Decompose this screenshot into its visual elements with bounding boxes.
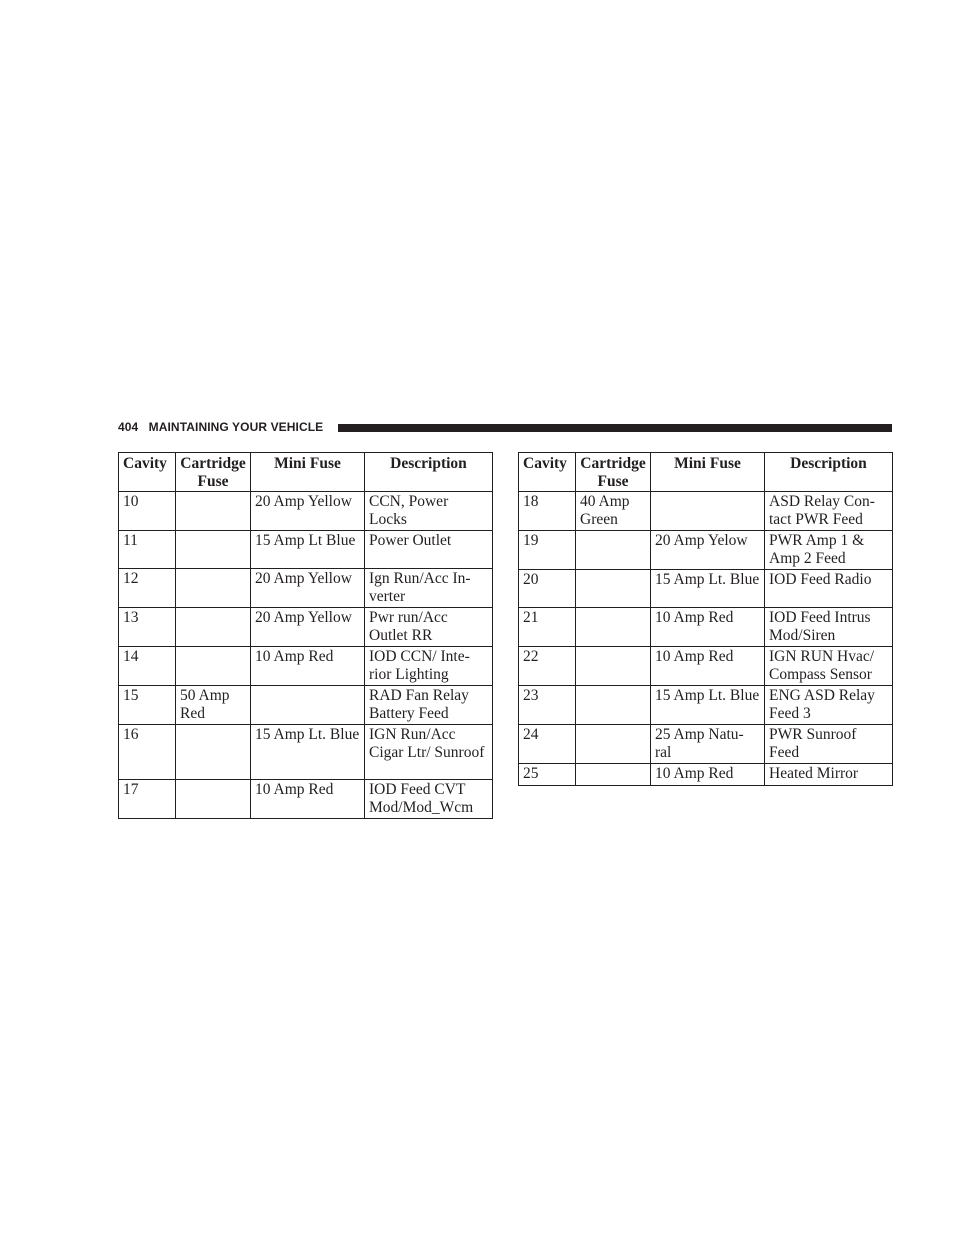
description-cell: Heated Mirror — [765, 764, 893, 786]
table-row — [119, 725, 493, 780]
cavity-cell: 23 — [519, 686, 576, 725]
cartridge-cell: 50 Amp Red — [176, 686, 251, 725]
cavity-cell: 22 — [519, 647, 576, 686]
table-row — [519, 686, 893, 725]
mini-fuse-cell: 15 Amp Lt. Blue — [651, 686, 765, 725]
page-header — [118, 419, 892, 437]
cavity-cell: 17 — [119, 780, 176, 819]
table-row — [119, 686, 493, 725]
cavity-cell: 19 — [519, 531, 576, 570]
mini-fuse-cell: 10 Amp Red — [251, 780, 365, 819]
mini-fuse-cell — [251, 686, 365, 725]
cartridge-cell — [176, 647, 251, 686]
table-row — [119, 531, 493, 569]
table-row — [519, 608, 893, 647]
mini-fuse-cell: 15 Amp Lt. Blue — [651, 570, 765, 608]
table-row — [519, 647, 893, 686]
cavity-cell: 12 — [119, 569, 176, 608]
mini-fuse-cell — [651, 492, 765, 531]
description-cell: Pwr run/Acc Outlet RR — [365, 608, 493, 647]
column-header-cavity: Cavity — [519, 453, 576, 492]
mini-fuse-cell: 10 Amp Red — [651, 647, 765, 686]
section-title: MAINTAINING YOUR VEHICLE — [148, 420, 324, 434]
table-row — [519, 531, 893, 570]
mini-fuse-cell: 20 Amp Yellow — [251, 492, 365, 531]
cavity-cell: 25 — [519, 764, 576, 786]
mini-fuse-cell: 15 Amp Lt. Blue — [251, 725, 365, 780]
table-row — [119, 647, 493, 686]
description-cell: ASD Relay Con-tact PWR Feed — [765, 492, 893, 531]
header-rule-bar — [338, 424, 892, 432]
description-cell: PWR Sunroof Feed — [765, 725, 893, 764]
table-header-row — [119, 453, 493, 492]
fuse-table-left — [118, 452, 493, 819]
table-row — [119, 608, 493, 647]
mini-fuse-cell: 10 Amp Red — [651, 608, 765, 647]
cartridge-cell — [176, 725, 251, 780]
cavity-cell: 18 — [519, 492, 576, 531]
column-header-mini-fuse: Mini Fuse — [651, 453, 765, 492]
page-number: 404 — [118, 420, 139, 434]
cavity-cell: 16 — [119, 725, 176, 780]
cartridge-cell — [576, 531, 651, 570]
column-header-description: Description — [765, 453, 893, 492]
table-row — [519, 492, 893, 531]
cartridge-cell — [576, 647, 651, 686]
cartridge-cell: 40 Amp Green — [576, 492, 651, 531]
cartridge-cell — [576, 725, 651, 764]
mini-fuse-cell: 20 Amp Yellow — [251, 608, 365, 647]
page-header-text — [118, 420, 323, 434]
description-cell: RAD Fan Relay Battery Feed — [365, 686, 493, 725]
cavity-cell: 24 — [519, 725, 576, 764]
table-row — [519, 570, 893, 608]
mini-fuse-cell: 10 Amp Red — [251, 647, 365, 686]
cartridge-cell — [576, 608, 651, 647]
cavity-cell: 14 — [119, 647, 176, 686]
column-header-cartridge-fuse: Cartridge Fuse — [176, 453, 251, 492]
description-cell: ENG ASD Relay Feed 3 — [765, 686, 893, 725]
description-cell: IOD CCN/ Inte-rior Lighting — [365, 647, 493, 686]
description-cell: IGN RUN Hvac/ Compass Sensor — [765, 647, 893, 686]
description-cell: IOD Feed Radio — [765, 570, 893, 608]
column-header-cartridge-fuse: Cartridge Fuse — [576, 453, 651, 492]
cartridge-cell — [576, 570, 651, 608]
mini-fuse-cell: 10 Amp Red — [651, 764, 765, 786]
cartridge-cell — [176, 492, 251, 531]
description-cell: Ign Run/Acc In-verter — [365, 569, 493, 608]
table-row — [519, 764, 893, 786]
column-header-description: Description — [365, 453, 493, 492]
table-row — [119, 492, 493, 531]
column-header-mini-fuse: Mini Fuse — [251, 453, 365, 492]
table-row — [119, 569, 493, 608]
description-cell: IGN Run/Acc Cigar Ltr/ Sunroof — [365, 725, 493, 780]
cartridge-cell — [176, 608, 251, 647]
cartridge-cell — [176, 531, 251, 569]
cartridge-cell — [176, 569, 251, 608]
table-row — [119, 780, 493, 819]
description-cell: IOD Feed Intrus Mod/Siren — [765, 608, 893, 647]
cartridge-cell — [576, 764, 651, 786]
cartridge-cell — [176, 780, 251, 819]
fuse-table-right — [518, 452, 893, 786]
cartridge-cell — [576, 686, 651, 725]
cavity-cell: 20 — [519, 570, 576, 608]
table-row — [519, 725, 893, 764]
description-cell: CCN, Power Locks — [365, 492, 493, 531]
description-cell: PWR Amp 1 & Amp 2 Feed — [765, 531, 893, 570]
cavity-cell: 15 — [119, 686, 176, 725]
cavity-cell: 10 — [119, 492, 176, 531]
mini-fuse-cell: 20 Amp Yellow — [251, 569, 365, 608]
column-header-cavity: Cavity — [119, 453, 176, 492]
mini-fuse-cell: 25 Amp Natu-ral — [651, 725, 765, 764]
cavity-cell: 13 — [119, 608, 176, 647]
cavity-cell: 11 — [119, 531, 176, 569]
table-header-row — [519, 453, 893, 492]
mini-fuse-cell: 15 Amp Lt Blue — [251, 531, 365, 569]
description-cell: Power Outlet — [365, 531, 493, 569]
cavity-cell: 21 — [519, 608, 576, 647]
description-cell: IOD Feed CVT Mod/Mod_Wcm — [365, 780, 493, 819]
mini-fuse-cell: 20 Amp Yelow — [651, 531, 765, 570]
